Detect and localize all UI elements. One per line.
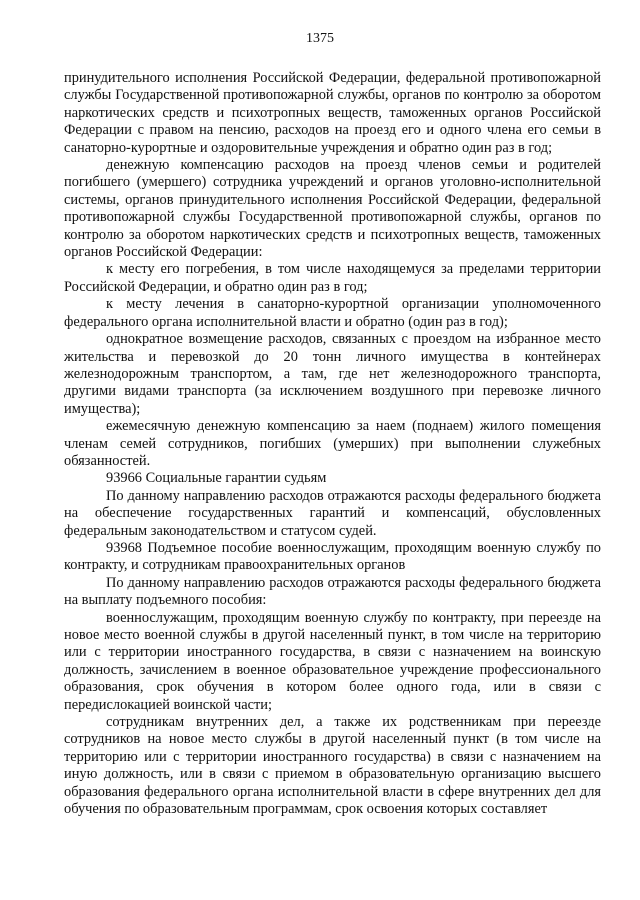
paragraph-relocation-reimbursement: однократное возмещение расходов, связанных с проездом на избранное место жительства и перевозкой до 20 тонн личного имущества в контейнерах железнодорожным транспортом, а там, где нет железнодорожного транспорта, другими видами транспорта (за исключением воздушного при перевозке личного имущества);: [64, 331, 601, 417]
document-body: [64, 70, 601, 818]
paragraph-treatment-place: к месту лечения в санаторно-курортной организации уполномоченного федерального органа исполнительной власти и обратно (один раз в год);: [64, 296, 601, 330]
paragraph-continuation: принудительного исполнения Российской Федерации, федеральной противопожарной службы Государственной противопожарной службы, органов по контролю за оборотом наркотических средств и психотропных веществ, таможенных органов Российской Федерации с правом на пенсию, расходов на проезд его и одного члена его семьи в санаторно-курортные и оздоровительные учреждения и обратно один раз в год;: [64, 70, 601, 156]
section-heading-93966: 93966 Социальные гарантии судьям: [106, 470, 327, 487]
paragraph-lifting-allowance-intro: По данному направлению расходов отражаются расходы федерального бюджета на выплату подъемного пособия:: [64, 574, 601, 609]
page-number: 1375: [306, 31, 334, 46]
paragraph-military-servicemen: военнослужащим, проходящим военную службу по контракту, при переезде на новое место военной службы в другой населенный пункт, в том числе на территорию или с территории иностранного государства, в связи с назначением на воинскую должность, зачислением в военное образовательное учреждение профессионального образования, срок обучения в котором более одного года, или в связи с передислокацией воинской части;: [64, 609, 601, 713]
paragraph-judges-guarantees: По данному направлению расходов отражаются расходы федерального бюджета на обеспечение государственных гарантий и компенсаций, обусловленных федеральным законодательством и статусом судей.: [64, 487, 601, 539]
section-heading-93968: 93968 Подъемное пособие военнослужащим, проходящим военную службу по контракту, и сотрудникам правоохранительных органов: [64, 539, 601, 574]
paragraph-burial-place: к месту его погребения, в том числе находящемуся за пределами территории Российской Федерации, и обратно один раз в год;: [64, 261, 601, 295]
paragraph-internal-affairs-staff: сотрудникам внутренних дел, а также их родственникам при переезде сотрудников на новое место службы в другой населенный пункт (в том числе на территорию или с территории иностранного государства) в связи с назначением на иную должность, или в связи с приемом в образовательную организацию высшего образования федерального органа исполнительной власти в сфере внутренних дел для обучения по образовательным программам, срок освоения которых составляет: [64, 714, 601, 818]
paragraph-family-travel-compensation: денежную компенсацию расходов на проезд членов семьи и родителей погибшего (умершего) сотрудника учреждений и органов уголовно-исполнительной системы, органов принудительного исполнения Российской Федерации, федеральной противопожарной службы Государственной противопожарной службы, органов по контролю за оборотом наркотических средств и психотропных веществ, таможенных органов Российской Федерации:: [64, 157, 601, 261]
paragraph-housing-compensation: ежемесячную денежную компенсацию за наем (поднаем) жилого помещения членам семей сотрудников, погибших (умерших) при выполнении служебных обязанностей.: [64, 418, 601, 469]
